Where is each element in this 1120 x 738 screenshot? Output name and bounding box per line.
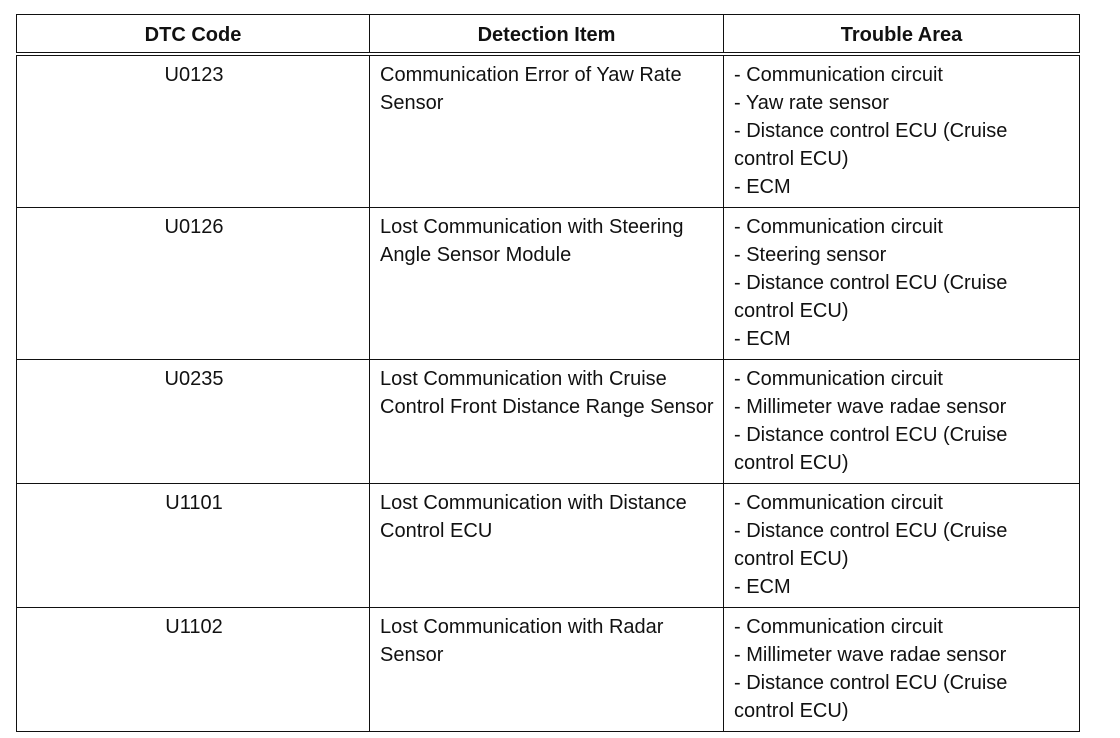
trouble-area-line: - ECM <box>734 176 791 198</box>
trouble-area-cell <box>724 360 1080 484</box>
detection-item-cell: Lost Communication with Distance Control ECU <box>370 484 724 608</box>
dtc-code-cell: U0123 <box>17 54 370 208</box>
trouble-area-line: - Distance control ECU (Cruise control ECU) <box>734 672 1008 722</box>
trouble-area-line: - Communication circuit <box>734 216 943 238</box>
trouble-area-cell <box>724 54 1080 208</box>
trouble-area-line: - Distance control ECU (Cruise control ECU) <box>734 424 1008 474</box>
trouble-area-cell <box>724 484 1080 608</box>
trouble-area-line: - Millimeter wave radae sensor <box>734 644 1007 666</box>
header-detection-item: Detection Item <box>370 15 724 55</box>
trouble-area-line: - Yaw rate sensor <box>734 92 889 114</box>
header-dtc-code: DTC Code <box>17 15 370 55</box>
dtc-table <box>16 14 1080 732</box>
dtc-code-cell: U1102 <box>17 608 370 732</box>
trouble-area-line: - Communication circuit <box>734 492 943 514</box>
dtc-code-cell: U0126 <box>17 208 370 360</box>
trouble-area-line: - Distance control ECU (Cruise control ECU) <box>734 272 1008 322</box>
trouble-area-line: - Distance control ECU (Cruise control ECU) <box>734 520 1008 570</box>
trouble-area-line: - Communication circuit <box>734 64 943 86</box>
table-row <box>17 484 1080 608</box>
dtc-code-cell: U0235 <box>17 360 370 484</box>
table-row <box>17 608 1080 732</box>
trouble-area-cell <box>724 608 1080 732</box>
table-row <box>17 54 1080 208</box>
trouble-area-line: - Distance control ECU (Cruise control ECU) <box>734 120 1008 170</box>
trouble-area-line: - ECM <box>734 576 791 598</box>
detection-item-cell: Lost Communication with Radar Sensor <box>370 608 724 732</box>
trouble-area-line: - Steering sensor <box>734 244 887 266</box>
trouble-area-cell <box>724 208 1080 360</box>
dtc-code-cell: U1101 <box>17 484 370 608</box>
trouble-area-line: - Millimeter wave radae sensor <box>734 396 1007 418</box>
trouble-area-line: - ECM <box>734 328 791 350</box>
detection-item-cell: Lost Communication with Steering Angle Sensor Module <box>370 208 724 360</box>
table-header-row <box>17 15 1080 55</box>
detection-item-cell: Lost Communication with Cruise Control Front Distance Range Sensor <box>370 360 724 484</box>
table-row <box>17 360 1080 484</box>
trouble-area-line: - Communication circuit <box>734 616 943 638</box>
detection-item-cell: Communication Error of Yaw Rate Sensor <box>370 54 724 208</box>
trouble-area-line: - Communication circuit <box>734 368 943 390</box>
header-trouble-area: Trouble Area <box>724 15 1080 55</box>
table-row <box>17 208 1080 360</box>
